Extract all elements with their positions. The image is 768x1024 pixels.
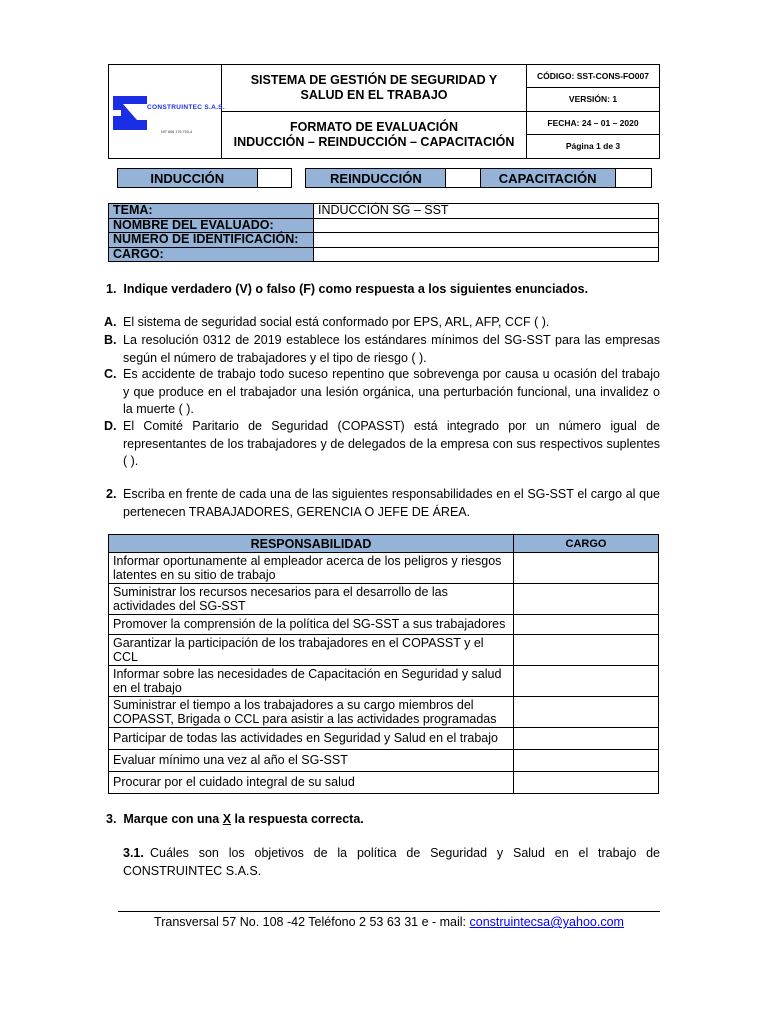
- type-label-capacitacion: CAPACITACIÓN: [480, 169, 615, 188]
- q1-option-b: [104, 332, 660, 367]
- info-row: [109, 218, 659, 233]
- evaluee-info-table: [108, 203, 659, 262]
- responsibility-cell: Evaluar mínimo una vez al año el SG-SST: [109, 750, 514, 772]
- logo-company-name: CONSTRUINTEC S.A.S.: [147, 103, 225, 111]
- table-row: [109, 615, 659, 635]
- info-value-identificacion[interactable]: [314, 233, 659, 248]
- logo-nit: NIT 806 176 703-4: [161, 129, 193, 134]
- question-3-mark: X: [222, 812, 232, 826]
- table-row: [109, 635, 659, 666]
- info-row: [109, 247, 659, 262]
- q1-option-d: [104, 418, 660, 471]
- info-label-cargo: CARGO:: [109, 247, 314, 262]
- question-2-number: 2.: [106, 487, 117, 501]
- info-label-tema: TEMA:: [109, 204, 314, 219]
- system-title-line1: SISTEMA DE GESTIÓN DE SEGURIDAD Y: [250, 73, 498, 87]
- cargo-cell[interactable]: [514, 750, 659, 772]
- document-date: FECHA: 24 – 01 – 2020: [527, 112, 659, 135]
- option-key: A.: [104, 315, 117, 329]
- table-header-row: [109, 535, 659, 553]
- option-text: El Comité Paritario de Seguridad (COPASST) está integrado por un número igual de representantes de los trabajadores y de delegados de la empresa con sus respectivos suplentes ( ).: [123, 419, 660, 468]
- form-title-line1: FORMATO DE EVALUACIÓN: [289, 120, 459, 134]
- table-row: [109, 553, 659, 584]
- document-version: VERSIÓN: 1: [568, 94, 618, 104]
- footer-email-link[interactable]: construintecsa@yahoo.com: [469, 915, 624, 929]
- form-title-cell: [222, 112, 527, 159]
- document-code: CÓDIGO: SST-CONS-FO007: [527, 65, 659, 88]
- question-2-text: Escriba en frente de cada una de las siguientes responsabilidades en el SG-SST el cargo al que pertenecen TRABAJADORES, GERENCIA O JEFE DE ÁREA.: [123, 487, 660, 519]
- option-text: Es accidente de trabajo todo suceso repentino que sobrevenga por causa u ocasión del trabajo y que produce en el trabajador una lesión orgánica, una perturbación funcional, una invalidez o la muerte ( ).: [123, 367, 660, 416]
- option-key: B.: [104, 333, 117, 347]
- question-3: [106, 811, 666, 829]
- page-footer: [118, 915, 660, 929]
- cargo-cell[interactable]: [514, 553, 659, 584]
- info-row: [109, 233, 659, 248]
- table-row: [109, 697, 659, 728]
- info-label-nombre: NOMBRE DEL EVALUADO:: [109, 218, 314, 233]
- responsibility-cell: Informar oportunamente al empleador acerca de los peligros y riesgos latentes en su sitio de trabajo: [109, 553, 514, 584]
- question-1-number: 1.: [106, 282, 117, 296]
- type-checkbox-reinduccion[interactable]: [446, 169, 480, 188]
- system-title-line2: SALUD EN EL TRABAJO: [300, 88, 448, 102]
- construintec-logo-icon: [113, 96, 147, 130]
- cargo-cell[interactable]: [514, 615, 659, 635]
- responsibility-cell: Procurar por el cuidado integral de su salud: [109, 772, 514, 794]
- type-label-induccion: INDUCCIÓN: [118, 169, 258, 188]
- q1-option-a: [104, 314, 660, 332]
- question-3-1: [123, 845, 660, 880]
- document-page: Página 1 de 3: [565, 141, 621, 151]
- option-text: La resolución 0312 de 2019 establece los estándares mínimos del SG-SST para las empresas según el número de trabajadores y el tipo de riesgo ( ).: [123, 333, 660, 365]
- info-label-identificacion: NUMERO DE IDENTIFICACIÓN:: [109, 233, 314, 248]
- type-label-reinduccion: REINDUCCIÓN: [306, 169, 446, 188]
- question-3-text-before: Marque con una: [123, 812, 223, 826]
- cargo-cell[interactable]: [514, 697, 659, 728]
- cargo-cell[interactable]: [514, 635, 659, 666]
- responsibility-table: [108, 534, 659, 794]
- responsibility-cell: Suministrar los recursos necesarios para el desarrollo de las actividades del SG-SST: [109, 584, 514, 615]
- question-3-text-after: la respuesta correcta.: [231, 812, 364, 826]
- system-title-cell: [222, 65, 527, 112]
- type-checkbox-induccion[interactable]: [257, 169, 291, 188]
- info-value-cargo[interactable]: [314, 247, 659, 262]
- info-row: [109, 204, 659, 219]
- responsibility-cell: Promover la comprensión de la política del SG-SST a sus trabajadores: [109, 615, 514, 635]
- form-title-line2: INDUCCIÓN – REINDUCCIÓN – CAPACITACIÓN: [233, 135, 515, 149]
- question-2: [106, 486, 660, 521]
- responsibility-cell: Informar sobre las necesidades de Capacitación en Seguridad y salud en el trabajo: [109, 666, 514, 697]
- q1-option-c: [104, 366, 660, 419]
- cargo-cell[interactable]: [514, 584, 659, 615]
- meta-cell: [527, 65, 660, 112]
- meta-cell-2: [527, 112, 660, 159]
- table-row: [109, 584, 659, 615]
- document-header: [108, 64, 660, 159]
- table-row: [109, 666, 659, 697]
- evaluation-type-selector: [117, 168, 652, 188]
- type-checkbox-capacitacion[interactable]: [615, 169, 651, 188]
- column-header-responsabilidad: RESPONSABILIDAD: [109, 535, 514, 553]
- question-1-text: Indique verdadero (V) o falso (F) como respuesta a los siguientes enunciados.: [123, 282, 589, 296]
- question-3-1-text: Cuáles son los objetivos de la política de Seguridad y Salud en el trabajo de CONSTRUINTEC S.A.S.: [123, 846, 660, 878]
- question-3-1-number: 3.1.: [123, 846, 144, 860]
- info-value-nombre[interactable]: [314, 218, 659, 233]
- cargo-cell[interactable]: [514, 666, 659, 697]
- question-1: [106, 281, 666, 299]
- responsibility-cell: Participar de todas las actividades en Seguridad y Salud en el trabajo: [109, 728, 514, 750]
- table-row: [109, 772, 659, 794]
- company-logo: [109, 65, 225, 159]
- table-row: [109, 728, 659, 750]
- option-text: El sistema de seguridad social está conformado por EPS, ARL, AFP, CCF ( ).: [123, 315, 550, 329]
- footer-address: Transversal 57 No. 108 -42 Teléfono 2 53 63 31 e - mail:: [154, 915, 470, 929]
- info-value-tema[interactable]: INDUCCIÓN SG – SST: [314, 204, 659, 219]
- type-gap: [291, 169, 306, 188]
- responsibility-cell: Garantizar la participación de los trabajadores en el COPASST y el CCL: [109, 635, 514, 666]
- table-row: [109, 750, 659, 772]
- column-header-cargo: CARGO: [514, 535, 659, 553]
- option-key: C.: [104, 367, 117, 381]
- footer-divider: [118, 911, 660, 912]
- option-key: D.: [104, 419, 117, 433]
- responsibility-cell: Suministrar el tiempo a los trabajadores a su cargo miembros del COPASST, Brigada o CCL para asistir a las actividades programadas: [109, 697, 514, 728]
- cargo-cell[interactable]: [514, 728, 659, 750]
- cargo-cell[interactable]: [514, 772, 659, 794]
- question-3-number: 3.: [106, 812, 117, 826]
